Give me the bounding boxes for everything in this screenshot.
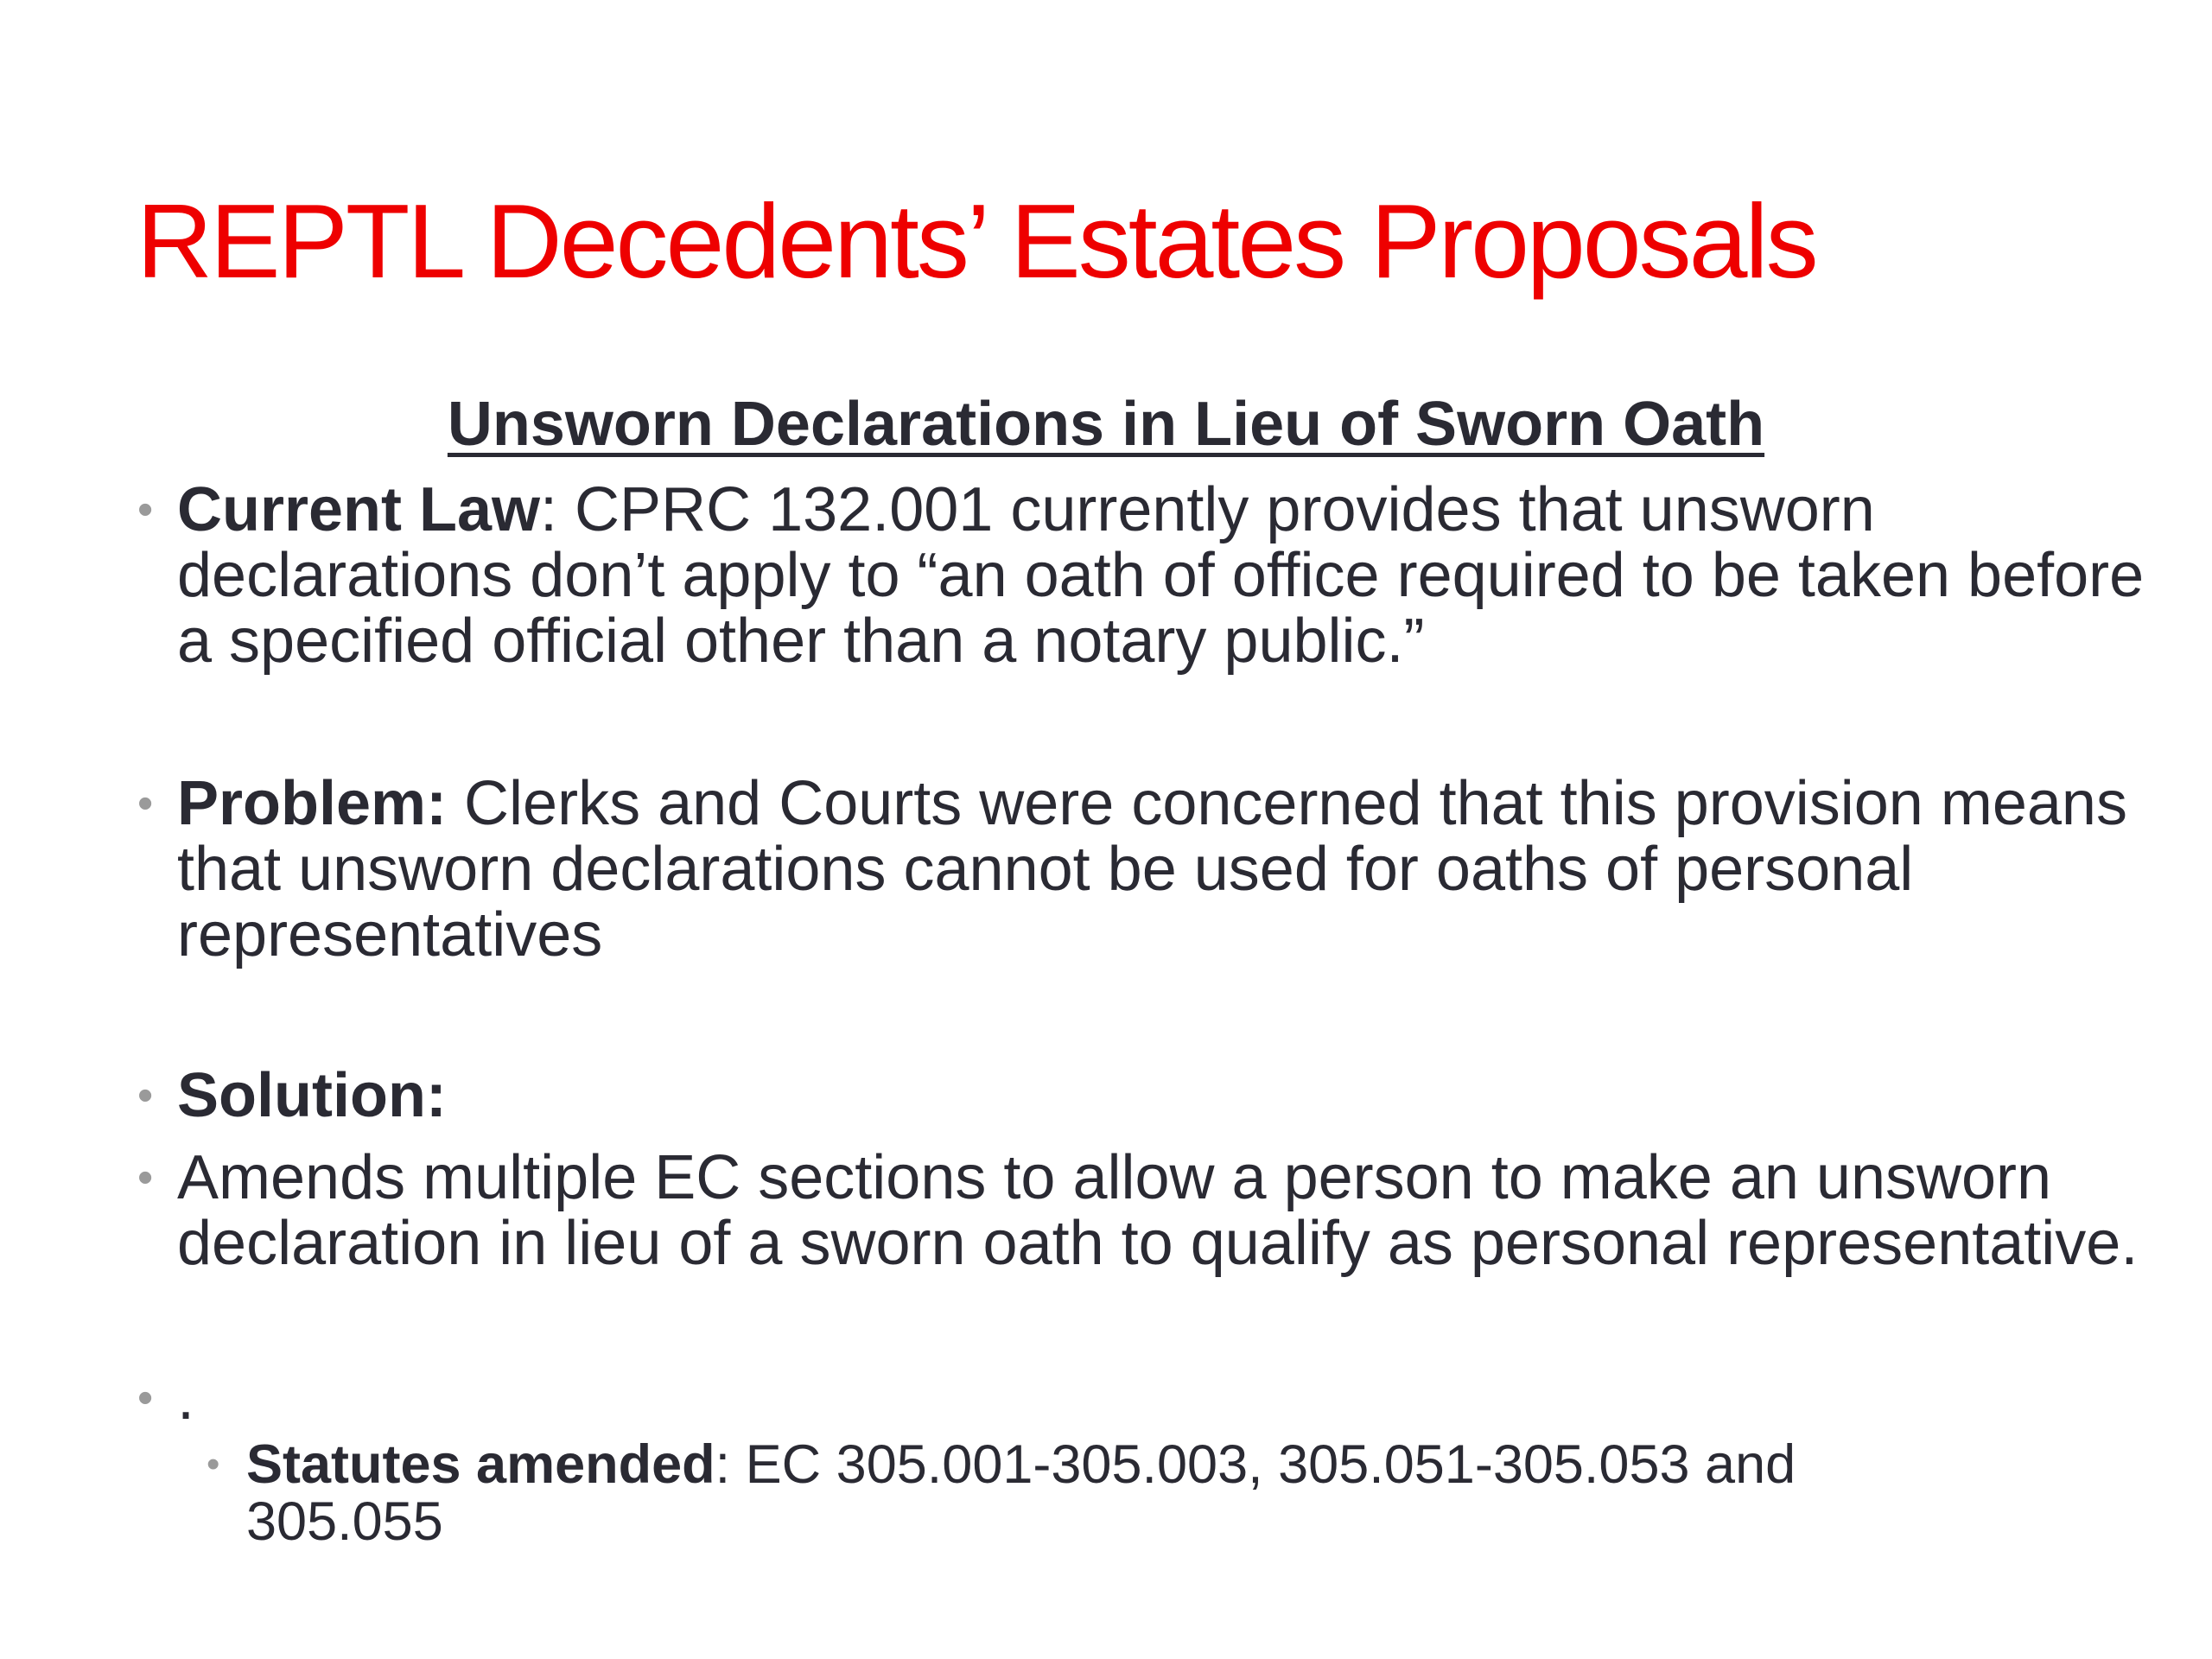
bullet-text: : CPRC 132.001 currently provides that unsworn declarations don’t apply to “an oath of office required to be taken before a specified official other than a notary public.” xyxy=(177,475,2145,676)
bullet-label: Solution: xyxy=(177,1061,447,1130)
bullet-text: Amends multiple EC sections to allow a person to make an unsworn declaration in lieu of a sworn oath to qualify as personal representative. xyxy=(177,1143,2139,1278)
sub-bullet-statutes xyxy=(207,1434,1974,1552)
sub-bullet-text: : EC 305.001-305.003, 305.051-305.053 and 305.055 xyxy=(246,1434,1796,1552)
bullet-amends xyxy=(137,1143,2147,1278)
bullet-label: Problem: xyxy=(177,769,448,838)
bullet-icon: • xyxy=(137,779,154,829)
bullet-icon: • xyxy=(137,1373,154,1423)
bullet-icon: • xyxy=(137,1153,154,1203)
slide-title: REPTL Decedents’ Estates Proposals xyxy=(137,182,1816,300)
bullet-icon: • xyxy=(137,1071,154,1121)
bullet-problem xyxy=(137,769,2147,969)
bullet-current-law xyxy=(137,475,2147,676)
bullet-icon: • xyxy=(137,485,154,535)
bullet-period xyxy=(137,1363,2147,1433)
section-heading: Unsworn Declarations in Lieu of Sworn Oath xyxy=(447,390,1765,459)
sub-bullet-label: Statutes amended xyxy=(246,1434,715,1495)
bullet-text: Clerks and Courts were concerned that this provision means that unsworn declarations cannot be used for oaths of personal representatives xyxy=(177,769,2127,969)
bullet-label: Current Law xyxy=(177,475,541,544)
bullet-solution xyxy=(137,1061,2147,1130)
bullet-text: . xyxy=(177,1363,195,1433)
sub-bullet-icon: • xyxy=(207,1443,220,1485)
